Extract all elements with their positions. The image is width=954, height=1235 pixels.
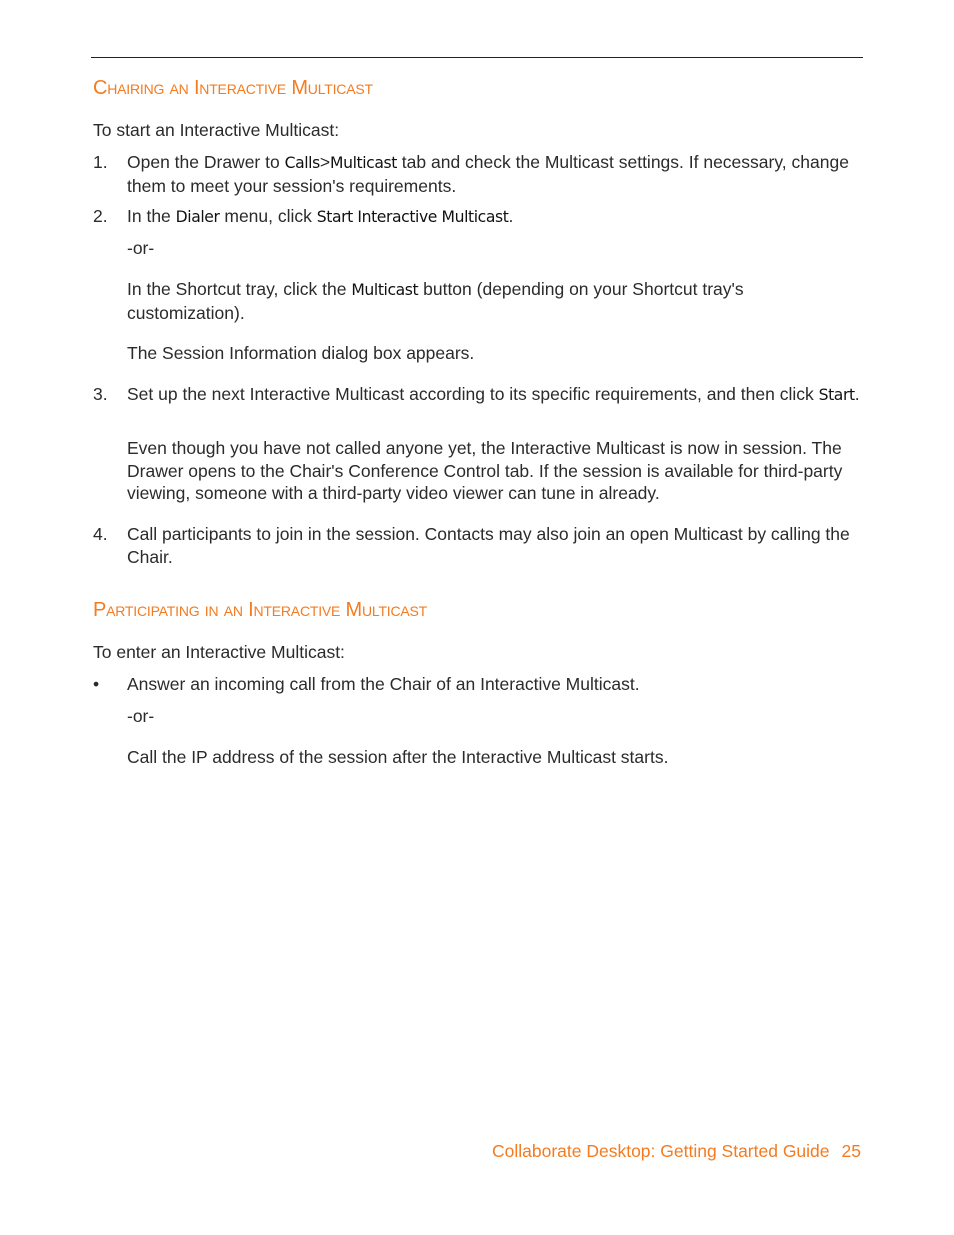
or-separator: -or- bbox=[127, 706, 155, 726]
section-heading-chairing: Chairing an Interactive Multicast bbox=[93, 77, 373, 99]
page-number: 25 bbox=[841, 1141, 861, 1161]
or-separator: -or- bbox=[127, 238, 155, 258]
ui-label-dialer: Dialer bbox=[175, 208, 220, 226]
ui-label-calls: Calls bbox=[284, 154, 320, 172]
step-number: 1. bbox=[93, 152, 108, 172]
ui-label-multicast-button: Multicast bbox=[351, 281, 419, 299]
ui-label-start: Start bbox=[818, 386, 855, 404]
step-number: 2. bbox=[93, 206, 108, 226]
footer-title: Collaborate Desktop: Getting Started Guide bbox=[491, 1141, 830, 1161]
step-2-alternative: In the Shortcut tray, click the Multicast button (depending on your Shortcut tray's customization). bbox=[127, 279, 744, 323]
step-number: 4. bbox=[93, 524, 108, 544]
section-intro: To enter an Interactive Multicast: bbox=[93, 642, 345, 662]
section-heading-participating: Participating in an Interactive Multicast bbox=[93, 599, 428, 621]
bullet: • bbox=[93, 674, 100, 694]
ui-label-multicast-tab: Multicast bbox=[330, 154, 397, 172]
bullet-item-text: Answer an incoming call from the Chair of an Interactive Multicast. bbox=[127, 674, 640, 694]
header-rule bbox=[91, 57, 863, 58]
step-number: 3. bbox=[93, 384, 108, 404]
bullet-item-alternative: Call the IP address of the session after the Interactive Multicast starts. bbox=[127, 747, 669, 767]
step-1-text: Open the Drawer to Calls>Multicast tab and check the Multicast settings. If necessary, change them to meet your session's requirements. bbox=[127, 152, 849, 196]
ui-label-start-interactive-multicast: Start Interactive Multicast bbox=[316, 208, 509, 226]
step-3-text: Set up the next Interactive Multicast according to its specific requirements, and then click Start. bbox=[127, 384, 860, 404]
step-3-note: Even though you have not called anyone yet, the Interactive Multicast is now in session. The Drawer opens to the Chair's Conference Control tab. If the session is available for third-party viewing, someone with a third-party video viewer can tune in already. bbox=[127, 438, 843, 503]
step-2-text: In the Dialer menu, click Start Interactive Multicast. bbox=[127, 206, 514, 226]
section-intro: To start an Interactive Multicast: bbox=[93, 120, 340, 140]
step-2-note: The Session Information dialog box appears. bbox=[127, 343, 475, 363]
step-4-text: Call participants to join in the session. Contacts may also join an open Multicast by calling the Chair. bbox=[127, 524, 850, 567]
page-footer bbox=[492, 1141, 861, 1162]
